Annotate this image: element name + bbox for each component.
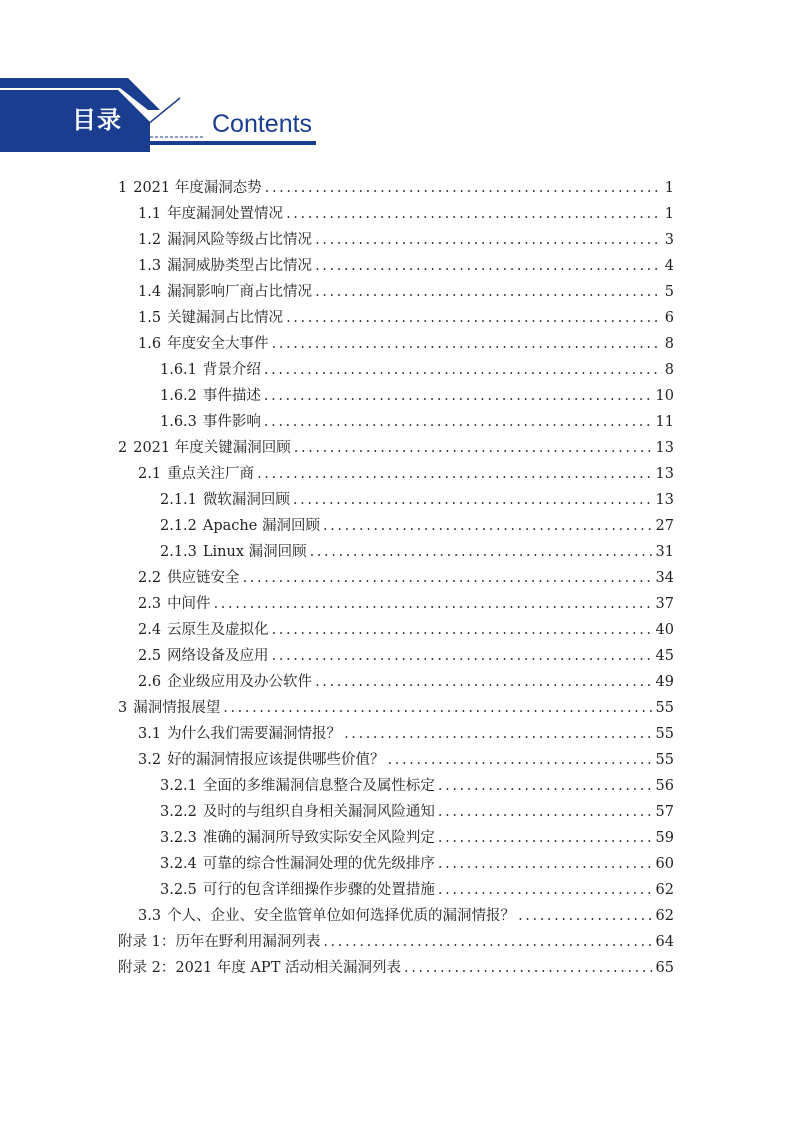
toc-page: 57 [655, 804, 674, 820]
toc-leader [388, 752, 653, 768]
toc-title: 2021 年度关键漏洞回顾 [133, 440, 291, 456]
toc-number: 1.6.3 [160, 414, 197, 430]
toc-title: 网络设备及应用 [167, 648, 269, 664]
toc-leader [315, 284, 662, 300]
toc-leader [315, 674, 652, 690]
toc-page: 13 [655, 492, 674, 508]
toc-entry[interactable] [118, 384, 674, 410]
toc-page: 65 [655, 960, 674, 976]
toc-title: 漏洞影响厂商占比情况 [167, 284, 313, 300]
toc-entry[interactable] [118, 670, 674, 696]
toc-leader [243, 570, 653, 586]
toc-number: 3.2.3 [160, 830, 197, 846]
toc-number: 1.6.2 [160, 388, 197, 404]
toc-leader [264, 388, 653, 404]
toc-leader [518, 908, 652, 924]
toc-page: 62 [655, 882, 674, 898]
toc-page: 8 [664, 336, 674, 352]
toc-title: 中间件 [167, 596, 211, 612]
toc-page: 11 [655, 414, 674, 430]
toc-entry[interactable] [118, 748, 674, 774]
toc-entry[interactable] [118, 592, 674, 618]
toc-entry[interactable] [118, 462, 674, 488]
toc-entry[interactable] [118, 176, 674, 202]
toc-leader [272, 622, 653, 638]
toc-title: 好的漏洞情报应该提供哪些价值？ [167, 752, 385, 768]
toc-number: 3 [118, 700, 128, 716]
toc-page: 13 [655, 440, 674, 456]
toc-page: 6 [664, 310, 674, 326]
toc-leader [214, 596, 653, 612]
toc-entry[interactable] [118, 436, 674, 462]
toc-page: 5 [664, 284, 674, 300]
toc-entry[interactable] [118, 696, 674, 722]
toc-entry[interactable] [118, 280, 674, 306]
toc-leader [310, 544, 653, 560]
toc-page: 1 [664, 180, 674, 196]
toc-page: 10 [655, 388, 674, 404]
toc-entry[interactable] [118, 904, 674, 930]
toc-title: 可靠的综合性漏洞处理的优先级排序 [202, 856, 435, 872]
toc-leader [223, 700, 652, 716]
toc-number: 2.1 [138, 466, 162, 482]
toc-title: 及时的与组织自身相关漏洞风险通知 [202, 804, 435, 820]
toc-page: 37 [655, 596, 674, 612]
toc-page: 55 [655, 752, 674, 768]
toc-leader [438, 882, 653, 898]
toc-page: 3 [664, 232, 674, 248]
toc-entry[interactable] [118, 878, 674, 904]
toc-title: 漏洞情报展望 [133, 700, 221, 716]
toc-leader [264, 362, 662, 378]
toc-entry[interactable] [118, 358, 674, 384]
toc-leader [438, 856, 653, 872]
toc-leader [293, 492, 653, 508]
toc-title: 年度安全大事件 [167, 336, 269, 352]
toc-number: 附录 2： [118, 960, 176, 976]
toc-number: 2.1.1 [160, 492, 197, 508]
toc-entry[interactable] [118, 254, 674, 280]
toc-entry[interactable] [118, 800, 674, 826]
toc-page: 13 [655, 466, 674, 482]
toc-leader [315, 258, 662, 274]
toc-number: 2.3 [138, 596, 162, 612]
toc-number: 2 [118, 440, 128, 456]
toc-number: 2.6 [138, 674, 162, 690]
toc-page: 55 [655, 700, 674, 716]
toc-number: 2.2 [138, 570, 162, 586]
toc-number: 1.5 [138, 310, 162, 326]
toc-entry[interactable] [118, 930, 674, 956]
toc-page: 34 [655, 570, 674, 586]
toc-number: 1.4 [138, 284, 162, 300]
toc-entry[interactable] [118, 228, 674, 254]
toc-number: 2.5 [138, 648, 162, 664]
toc-page: 27 [655, 518, 674, 534]
toc-leader [404, 960, 653, 976]
toc-leader [323, 518, 653, 534]
toc-page: 64 [655, 934, 674, 950]
toc-leader [257, 466, 652, 482]
toc-entry[interactable] [118, 618, 674, 644]
toc-number: 3.3 [138, 908, 162, 924]
toc-title: 全面的多维漏洞信息整合及属性标定 [202, 778, 435, 794]
toc-page: 8 [664, 362, 674, 378]
toc-title: 事件描述 [202, 388, 261, 404]
toc-number: 3.2.1 [160, 778, 197, 794]
toc-header [0, 0, 793, 170]
toc-page: 55 [655, 726, 674, 742]
toc-title: 微软漏洞回顾 [202, 492, 290, 508]
toc-leader [323, 934, 652, 950]
toc-leader [265, 180, 662, 196]
toc-page: 49 [655, 674, 674, 690]
toc-title: 关键漏洞占比情况 [167, 310, 284, 326]
toc-entry[interactable] [118, 722, 674, 748]
toc-leader [264, 414, 653, 430]
toc-number: 1.6.1 [160, 362, 197, 378]
toc-title: 漏洞威胁类型占比情况 [167, 258, 313, 274]
toc-title: 2021 年度漏洞态势 [133, 180, 262, 196]
toc-title: 为什么我们需要漏洞情报？ [167, 726, 342, 742]
toc-entry[interactable] [118, 514, 674, 540]
toc-title: 企业级应用及办公软件 [167, 674, 313, 690]
toc-title: 供应链安全 [167, 570, 240, 586]
toc-entry[interactable] [118, 566, 674, 592]
toc-title-en: Contents [212, 110, 313, 138]
toc-page: 60 [655, 856, 674, 872]
toc-title: 可行的包含详细操作步骤的处置措施 [202, 882, 435, 898]
toc-entry[interactable] [118, 202, 674, 228]
toc-number: 3.2 [138, 752, 162, 768]
toc-entry[interactable] [118, 826, 674, 852]
toc-page: 31 [655, 544, 674, 560]
toc-leader [272, 336, 662, 352]
toc-leader [344, 726, 652, 742]
toc-page: 59 [655, 830, 674, 846]
toc-number: 3.2.4 [160, 856, 197, 872]
toc-number: 1.1 [138, 206, 162, 222]
toc-leader [438, 778, 653, 794]
toc-number: 1 [118, 180, 128, 196]
toc-leader [438, 830, 653, 846]
toc-number: 3.1 [138, 726, 162, 742]
toc-entry[interactable] [118, 644, 674, 670]
toc-leader [294, 440, 653, 456]
toc-number: 3.2.2 [160, 804, 197, 820]
toc-title: 背景介绍 [202, 362, 261, 378]
toc-title: 个人、企业、安全监管单位如何选择优质的漏洞情报？ [167, 908, 516, 924]
toc-entry[interactable] [118, 410, 674, 436]
toc-title: 事件影响 [202, 414, 261, 430]
header-underline [124, 141, 316, 145]
toc-title: 漏洞风险等级占比情况 [167, 232, 313, 248]
toc-leader [286, 206, 662, 222]
toc-entry[interactable] [118, 774, 674, 800]
toc-title-cn: 目录 [72, 106, 122, 134]
toc-title: Apache 漏洞回顾 [202, 518, 320, 534]
table-of-contents [118, 176, 674, 982]
toc-title: Linux 漏洞回顾 [202, 544, 307, 560]
toc-title: 历年在野利用漏洞列表 [175, 934, 321, 950]
toc-leader [315, 232, 662, 248]
toc-title: 云原生及虚拟化 [167, 622, 269, 638]
toc-page: 4 [664, 258, 674, 274]
toc-title: 年度漏洞处置情况 [167, 206, 284, 222]
toc-page: 56 [655, 778, 674, 794]
toc-page: 62 [655, 908, 674, 924]
toc-title: 2021 年度 APT 活动相关漏洞列表 [175, 960, 401, 976]
toc-page: 45 [655, 648, 674, 664]
toc-leader [272, 648, 653, 664]
toc-leader [438, 804, 653, 820]
toc-number: 3.2.5 [160, 882, 197, 898]
toc-number: 1.2 [138, 232, 162, 248]
toc-entry[interactable] [118, 306, 674, 332]
toc-page: 1 [664, 206, 674, 222]
toc-entry[interactable] [118, 540, 674, 566]
header-decoration [0, 0, 793, 170]
toc-number: 2.1.3 [160, 544, 197, 560]
toc-number: 2.4 [138, 622, 162, 638]
toc-title: 重点关注厂商 [167, 466, 255, 482]
toc-entry[interactable] [118, 956, 674, 982]
toc-page: 40 [655, 622, 674, 638]
toc-entry[interactable] [118, 332, 674, 358]
toc-number: 附录 1： [118, 934, 176, 950]
toc-number: 2.1.2 [160, 518, 197, 534]
toc-entry[interactable] [118, 852, 674, 878]
toc-leader [286, 310, 662, 326]
toc-number: 1.3 [138, 258, 162, 274]
toc-title: 准确的漏洞所导致实际安全风险判定 [202, 830, 435, 846]
toc-number: 1.6 [138, 336, 162, 352]
toc-entry[interactable] [118, 488, 674, 514]
